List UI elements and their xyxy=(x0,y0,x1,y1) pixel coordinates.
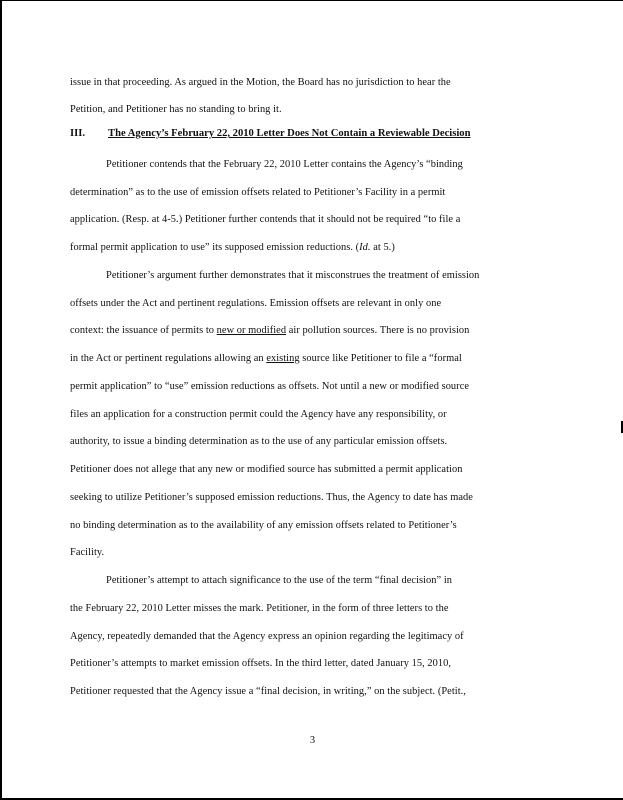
body-line-19: Petitioner’s attempt to attach significance to the use of the term “final decision” in xyxy=(106,575,453,586)
body-line-1: issue in that proceeding. As argued in the Motion, the Board has no jurisdiction to hear the xyxy=(70,77,451,88)
page-number: 3 xyxy=(309,735,316,746)
body-line-15: Petitioner does not allege that any new or modified source has submitted a permit application xyxy=(70,464,463,475)
section-number: III. xyxy=(70,128,86,139)
body-line-20: the February 22, 2010 Letter misses the mark. Petitioner, in the form of three letters to the xyxy=(70,603,449,614)
body-line-7-a: formal permit application to use” its supposed emission reductions. ( xyxy=(70,242,360,253)
body-line-6: application. (Resp. at 4-5.) Petitioner further contends that it should not be required “to file a xyxy=(70,214,461,225)
body-line-18: Facility. xyxy=(70,547,105,558)
body-line-22: Petitioner’s attempts to market emission offsets. In the third letter, dated January 15, 2010, xyxy=(70,658,452,669)
body-line-2: Petition, and Petitioner has no standing to bring it. xyxy=(70,104,282,115)
underlined-word-existing: existing xyxy=(266,353,300,364)
body-line-16: seeking to utilize Petitioner’s supposed emission reductions. Thus, the Agency to date has made xyxy=(70,492,473,503)
body-line-9: offsets under the Act and pertinent regulations. Emission offsets are relevant in only one xyxy=(70,298,442,309)
underlined-phrase-new-or-modified: new or modified xyxy=(216,325,287,336)
body-line-17: no binding determination as to the availability of any emission offsets related to Petitioner’s xyxy=(70,520,457,531)
body-line-11-c: source like Petitioner to file a “formal xyxy=(299,353,462,364)
body-line-7 xyxy=(70,241,395,255)
body-line-23: Petitioner requested that the Agency issue a “final decision, in writing,” on the subject. (Petit., xyxy=(70,686,466,697)
body-line-5: determination” as to the use of emission offsets related to Petitioner’s Facility in a permit xyxy=(70,187,446,198)
body-line-10 xyxy=(70,324,469,338)
body-line-10-c: air pollution sources. There is no provision xyxy=(286,325,470,336)
body-line-11 xyxy=(70,352,462,366)
body-line-8: Petitioner’s argument further demonstrates that it misconstrues the treatment of emission xyxy=(106,270,480,281)
body-line-4: Petitioner contends that the February 22, 2010 Letter contains the Agency’s “binding xyxy=(106,159,463,170)
body-line-12: permit application” to “use” emission reductions as offsets. Not until a new or modified source xyxy=(70,381,470,392)
body-line-21: Agency, repeatedly demanded that the Agency express an opinion regarding the legitimacy of xyxy=(70,631,464,642)
citation-id: Id. xyxy=(359,242,371,253)
body-line-13: files an application for a construction permit could the Agency have any responsibility, or xyxy=(70,409,447,420)
body-line-11-a: in the Act or pertinent regulations allowing an xyxy=(70,353,267,364)
body-line-10-a: context: the issuance of permits to xyxy=(70,325,217,336)
body-line-14: authority, to issue a binding determination as to the use of any particular emission offsets. xyxy=(70,436,448,447)
section-title: The Agency’s February 22, 2010 Letter Does Not Contain a Reviewable Decision xyxy=(108,128,471,139)
body-line-7-c: at 5.) xyxy=(370,242,395,253)
section-heading xyxy=(70,128,471,139)
